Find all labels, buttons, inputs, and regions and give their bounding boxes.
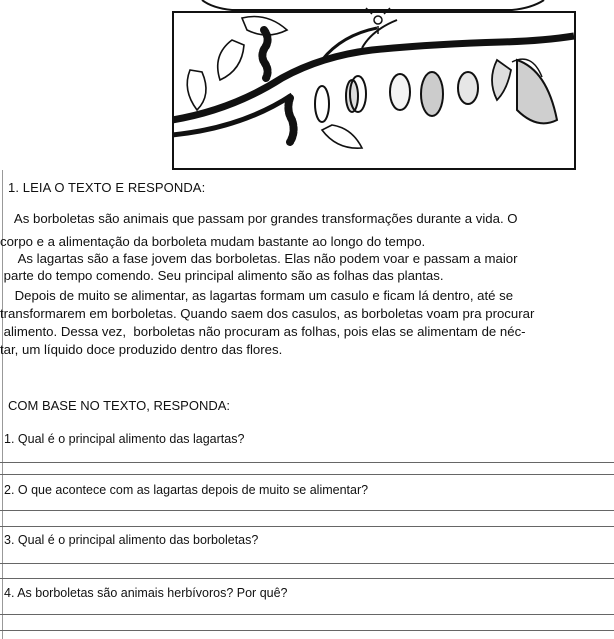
text-line-1: As borboletas são animais que passam por grandes transformações durante a vida. O [0,211,518,226]
text-line-8: tar, um líquido doce produzido dentro das flores. [0,342,283,357]
answer-line-2b[interactable] [0,526,614,527]
answer-line-1a[interactable] [0,462,614,463]
text-line-5: Depois de muito se alimentar, as lagartas formam um casulo e ficam lá dentro, até se [0,288,514,303]
answer-line-1b[interactable] [0,474,614,475]
text-line-4: parte do tempo comendo. Seu principal alimento são as folhas das plantas. [0,268,444,283]
exercise-heading: 1. LEIA O TEXTO E RESPONDA: [8,180,206,195]
answer-line-2a[interactable] [0,510,614,511]
answer-line-3b[interactable] [0,578,614,579]
question-1: 1. Qual é o principal alimento das lagartas? [4,432,245,446]
butterfly-life-cycle-figure [172,0,576,170]
text-line-7: alimento. Dessa vez, borboletas não procuram as folhas, pois elas se alimentam de néc- [0,324,526,339]
answer-line-4a[interactable] [0,614,614,615]
text-line-2: corpo e a alimentação da borboleta mudam bastante ao longo do tempo. [0,234,426,249]
question-3: 3. Qual é o principal alimento das borboletas? [4,533,259,547]
answer-line-4b[interactable] [0,630,614,631]
answer-line-3a[interactable] [0,563,614,564]
text-line-3: As lagartas são a fase jovem das borboletas. Elas não podem voar e passam a maior [0,251,518,266]
question-4: 4. As borboletas são animais herbívoros? Por quê? [4,586,288,600]
life-cycle-illustration-icon [172,0,576,170]
section-title: COM BASE NO TEXTO, RESPONDA: [8,398,231,413]
question-2: 2. O que acontece com as lagartas depois de muito se alimentar? [4,483,369,497]
text-line-6: transformarem em borboletas. Quando saem dos casulos, as borboletas voam pra procurar [0,306,535,321]
